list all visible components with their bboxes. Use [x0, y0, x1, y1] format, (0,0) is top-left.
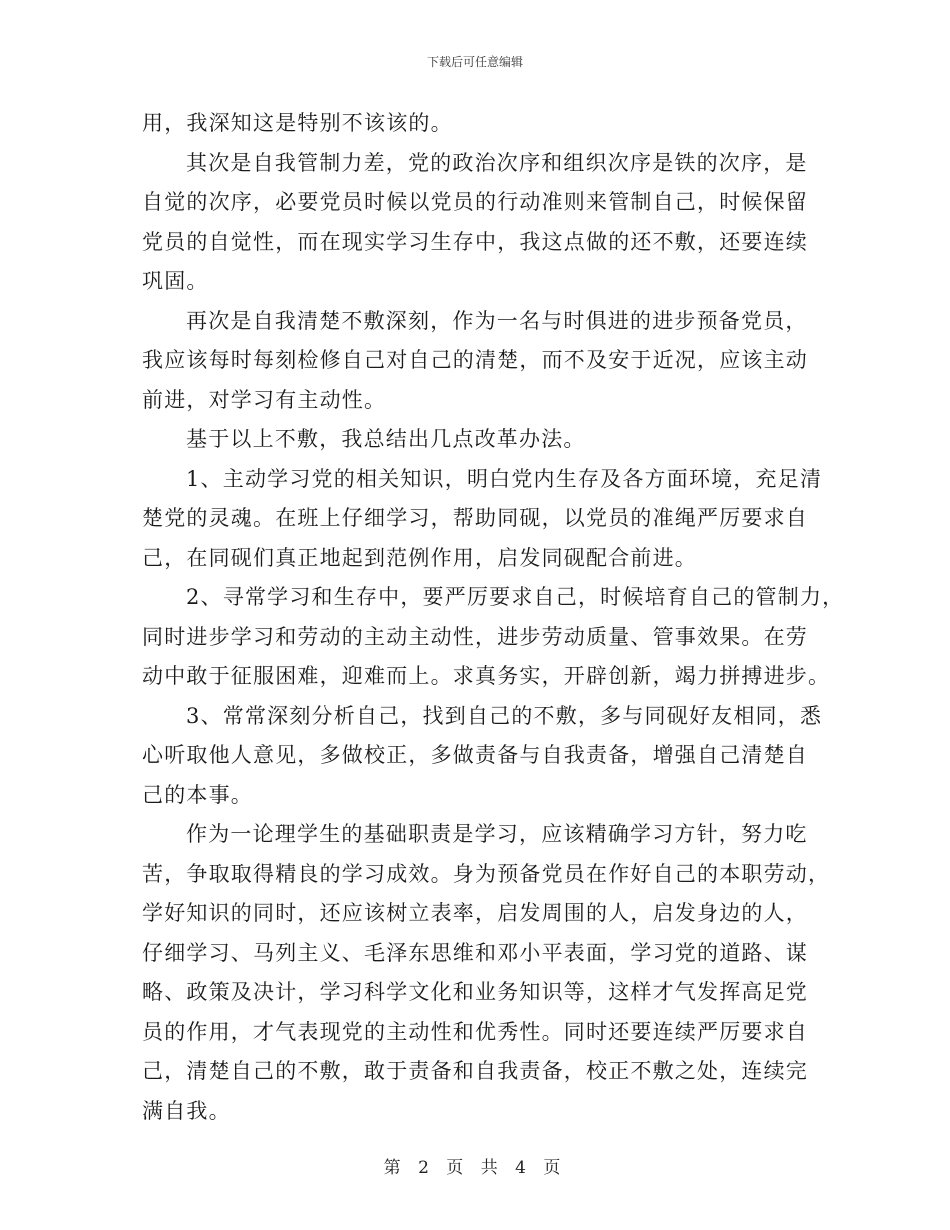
text-line: 己的本事。 — [142, 782, 253, 807]
text-line: 同时进步学习和劳动的主动主动性，进步劳动质量、管事效果。在劳 — [142, 624, 808, 649]
text-line: 心听取他人意见，多做校正，多做责备与自我责备，增强自己清楚自 — [142, 743, 808, 767]
text-line: 苦，争取取得精良的学习成效。身为预备党员在作好自己的本职劳动， — [142, 861, 831, 886]
text-line: 巩固。 — [142, 269, 209, 293]
text-line: 2、寻常学习和生存中，要严厉要求自己，时候培育自己的管制力， — [186, 585, 845, 609]
page-header: 下载后可任意编辑 — [426, 55, 523, 69]
text-line: 前进，对学习有主动性。 — [142, 387, 387, 412]
text-line: 学好知识的同时，还应该树立表率，启发周围的人，启发身边的人， — [142, 901, 808, 925]
text-line: 我应该每时每刻检修自己对自己的清楚，而不及安于近况，应该主动 — [142, 348, 808, 372]
text-line: 用，我深知这是特别不该该的。 — [142, 111, 453, 135]
text-line: 自觉的次序，必要党员时候以党员的行动准则来管制自己，时候保留 — [142, 190, 808, 214]
text-line: 1、主动学习党的相关知识，明白党内生存及各方面环境，充足清 — [186, 466, 823, 491]
text-line: 基于以上不敷，我总结出几点改革办法。 — [186, 427, 586, 451]
text-line: 己，在同砚们真正地起到范例作用，启发同砚配合前进。 — [142, 545, 697, 570]
text-line: 略、政策及决计，学习科学文化和业务知识等，这样才气发挥高足党 — [142, 980, 808, 1004]
text-line: 满自我。 — [142, 1098, 231, 1123]
text-line: 楚党的灵魂。在班上仔细学习，帮助同砚，以党员的准绳严厉要求自 — [142, 506, 808, 530]
text-line: 动中敢于征服困难，迎难而上。求真务实，开辟创新，竭力拼搏进步。 — [142, 664, 831, 688]
text-line: 再次是自我清楚不敷深刻，作为一名与时俱进的进步预备党员， — [186, 308, 808, 333]
text-line: 3、常常深刻分析自己，找到自己的不敷，多与同砚好友相同，悉 — [186, 703, 823, 728]
text-line: 作为一论理学生的基础职责是学习，应该精确学习方针，努力吃 — [186, 822, 808, 846]
text-line: 其次是自我管制力差，党的政治次序和组织次序是铁的次序，是 — [186, 150, 808, 175]
text-line: 己，清楚自己的不敷，敢于责备和自我责备，校正不敷之处，连续完 — [142, 1059, 808, 1083]
text-line: 员的作用，才气表现党的主动性和优秀性。同时还要连续严厉要求自 — [142, 1019, 808, 1044]
document-body — [142, 104, 845, 1131]
page-number-footer: 第 2 页 共 4 页 — [383, 1158, 567, 1178]
text-line: 党员的自觉性，而在现实学习生存中，我这点做的还不敷，还要连续 — [142, 229, 808, 254]
text-line: 仔细学习、马列主义、毛泽东思维和邓小平表面，学习党的道路、谋 — [142, 940, 808, 965]
